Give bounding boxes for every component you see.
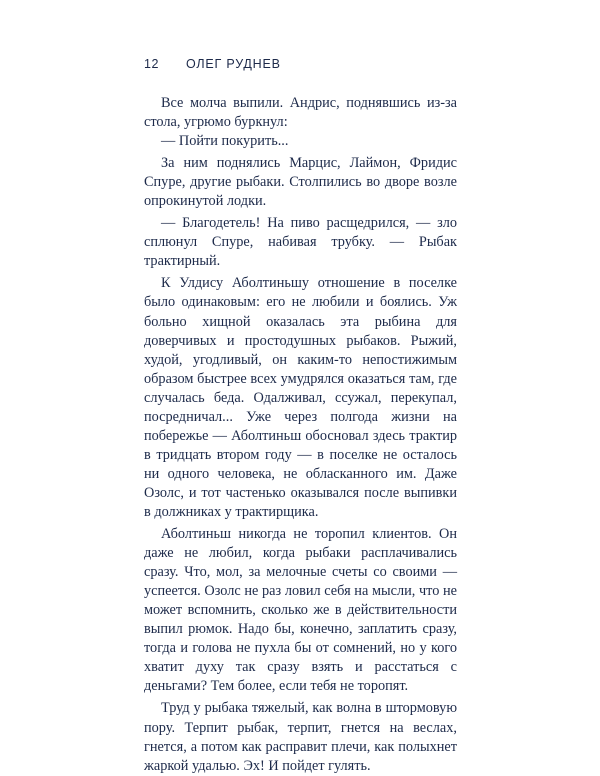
paragraph-5: К Улдису Аболтиньшу отношение в поселке было одинаковым: его не любили и боялись. Уж больно хищной оказалась эта рыбина для доверчивых и простодушных рыбаков. Рыжий, худой, угодливый, он каким-то непостижимым образом быстрее всех умудрялся оказаться там, где случалась беда. Одалживал, ссужал, перекупал, посредничал... Уже через полгода жизни на побережье — Аболтиньш обосновал здесь трактир в тридцать втором году — в поселке не осталось ни одного человека, не обласканного им. Даже Озолс, и тот частенько оказывался после выпивки в должниках у трактирщика. [144, 275, 457, 520]
paragraph-3: За ним поднялись Марцис, Лаймон, Фридис Спуре, другие рыбаки. Столпились во дворе возле опрокинутой лодки. [144, 155, 457, 210]
paragraph-1: Все молча выпили. Андрис, поднявшись из-за стола, угрюмо буркнул: [144, 95, 457, 131]
paragraph-4: — Благодетель! На пиво расщедрился, — зло сплюнул Спуре, набивая трубку. — Рыбак трактирный. [144, 215, 457, 270]
paragraph-7: Труд у рыбака тяжелый, как волна в штормовую пору. Терпит рыбак, терпит, гнется на веслах, гнется, а потом как расправит плечи, как полыхнет жаркой удалью. Эх! И пойдет гулять. [144, 700, 457, 774]
page-number: 12 [144, 57, 160, 71]
paragraph-2: — Пойти покурить... [161, 133, 289, 150]
running-head: ОЛЕГ РУДНЕВ [186, 57, 281, 71]
body-text [144, 94, 457, 776]
paragraph-6: Аболтиньш никогда не торопил клиентов. Он даже не любил, когда рыбаки расплачивались сразу. Что, мол, за мелочные счеты со своими — успеется. Озолс не раз ловил себя на мысли, что не может вспомнить, сколько же в действительности выпил рюмок. Надо бы, конечно, заплатить сразу, тогда и голова не пухла бы от сомнений, но у кого хватит духу так сразу взять и расстаться с деньгами? Тем более, если тебя не торопят. [144, 526, 457, 695]
page-header [144, 56, 281, 72]
